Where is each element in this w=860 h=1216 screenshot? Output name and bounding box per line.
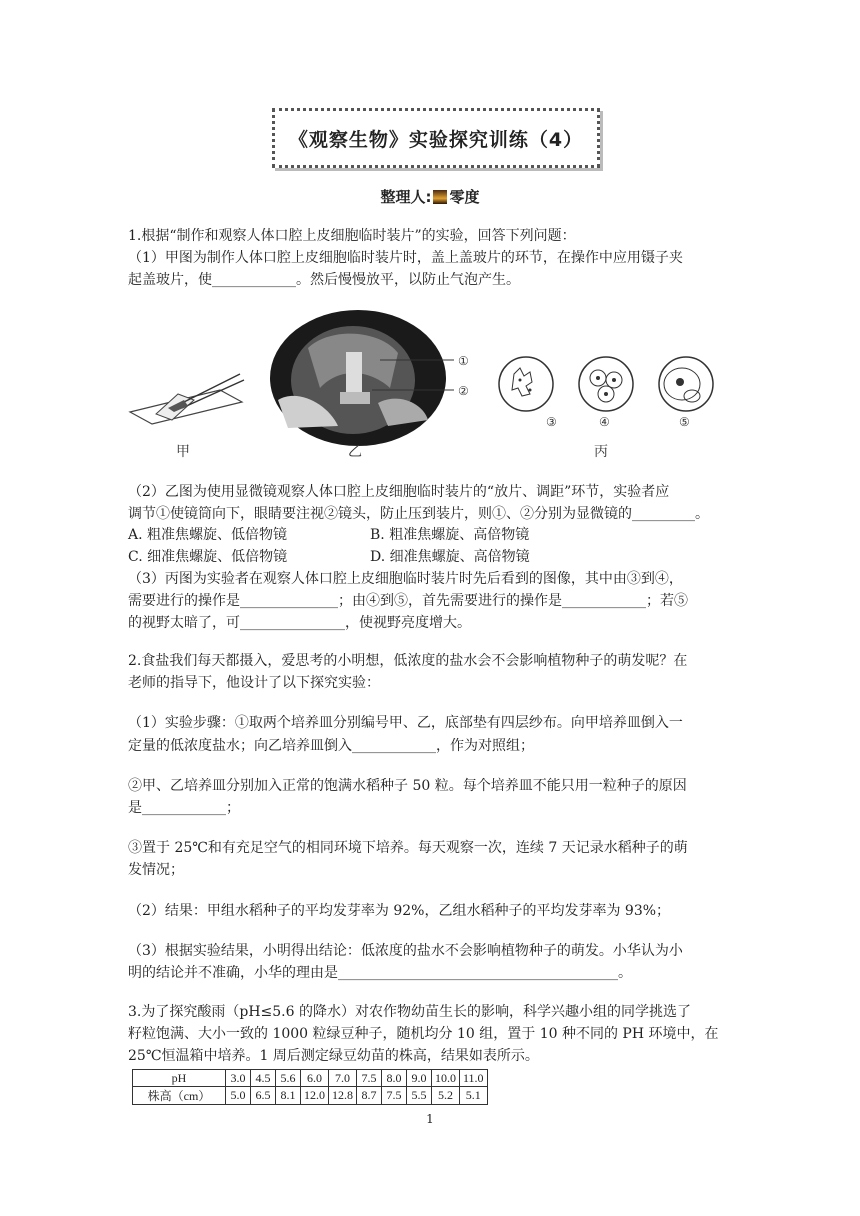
author-name: 零度	[449, 188, 480, 206]
table-cell: 7.5	[382, 1087, 407, 1105]
table-cell: 3.0	[226, 1070, 251, 1087]
q3-line-3: 25℃恒温箱中培养。1 周后测定绿豆幼苗的株高，结果如表所示。	[128, 1048, 539, 1064]
view-circle-5	[659, 357, 713, 411]
table-cell: 7.0	[329, 1070, 357, 1087]
q1-line-1: 1.根据“制作和观察人体口腔上皮细胞临时装片”的实验，回答下列问题：	[128, 228, 576, 244]
label-4: ④	[599, 415, 610, 429]
figure-svg	[128, 308, 720, 468]
page-number: 1	[426, 1112, 434, 1126]
q1-line-2: （1）甲图为制作人体口腔上皮细胞临时装片时，盖上盖玻片的环节，在操作中应用镊子夹	[128, 250, 683, 266]
table-cell: 5.5	[407, 1087, 432, 1105]
table-cell: 8.1	[276, 1087, 301, 1105]
q1-line-6: （3）丙图为实验者在观察人体口腔上皮细胞临时装片时先后看到的图像，其中由③到④，	[128, 571, 683, 587]
label-yi: 乙	[348, 444, 362, 460]
q2-line-11: 明的结论并不准确，小华的理由是________________________________________。	[128, 965, 632, 981]
q1-line-8: 的视野太暗了，可_______________，使视野亮度增大。	[128, 615, 471, 631]
q2-line-9: （2）结果：甲组水稻种子的平均发芽率为 92%，乙组水稻种子的平均发芽率为 93%；	[128, 903, 671, 919]
table-cell: pH	[133, 1070, 226, 1087]
table-cell: 12.0	[301, 1087, 329, 1105]
table-cell: 7.5	[357, 1070, 382, 1087]
label-jia: 甲	[176, 444, 190, 460]
table-cell: 11.0	[460, 1070, 488, 1087]
q2-line-6: 是____________；	[128, 800, 240, 816]
q2-line-7: ③置于 25℃和有充足空气的相同环境下培养。每天观察一次，连续 7 天记录水稻种子的萌	[128, 840, 688, 856]
table-cell: 5.2	[432, 1087, 460, 1105]
author-line	[0, 186, 860, 207]
table-row-ph	[133, 1070, 488, 1087]
option-b: B. 粗准焦螺旋、高倍物镜	[370, 527, 530, 543]
table-cell: 5.6	[276, 1070, 301, 1087]
label-5: ⑤	[679, 415, 690, 429]
ph-table	[132, 1069, 488, 1105]
table-cell: 8.7	[357, 1087, 382, 1105]
q2-line-2: 老师的指导下，他设计了以下探究实验：	[128, 675, 380, 691]
q1-line-4: （2）乙图为使用显微镜观察人体口腔上皮细胞临时装片的“放片、调距”环节，实验者应	[128, 484, 670, 500]
label-2: ②	[458, 384, 469, 398]
q3-line-1: 3.为了探究酸雨（pH≤5.6 的降水）对农作物幼苗生长的影响，科学兴趣小组的同学挑选了	[128, 1004, 691, 1020]
view-circle-4	[579, 357, 633, 411]
table-cell: 5.1	[460, 1087, 488, 1105]
q3-line-2: 籽粒饱满、大小一致的 1000 粒绿豆种子，随机均分 10 组，置于 10 种不同的 PH 环境中，在	[128, 1026, 719, 1042]
table-cell: 12.8	[329, 1087, 357, 1105]
label-1: ①	[458, 354, 469, 368]
page-title: 《观察生物》实验探究训练（4）	[288, 128, 584, 151]
q2-line-10: （3）根据实验结果，小明得出结论：低浓度的盐水不会影响植物种子的萌发。小华认为小	[128, 943, 683, 959]
q2-line-1: 2.食盐我们每天都摄入，爱思考的小明想，低浓度的盐水会不会影响植物种子的萌发呢？在	[128, 653, 688, 669]
q2-line-5: ②甲、乙培养皿分别加入正常的饱满水稻种子 50 粒。每个培养皿不能只用一粒种子的原因	[128, 778, 687, 794]
label-bing: 丙	[594, 444, 608, 460]
option-d: D. 细准焦螺旋、高倍物镜	[370, 549, 530, 565]
q2-line-4: 定量的低浓度盐水；向乙培养皿倒入____________，作为对照组；	[128, 738, 534, 754]
label-3: ③	[546, 415, 557, 429]
table-cell: 10.0	[432, 1070, 460, 1087]
table-cell: 株高（cm）	[133, 1087, 226, 1105]
q1-line-3: 起盖玻片，使____________。然后慢慢放平，以防止气泡产生。	[128, 272, 520, 288]
q2-line-8: 发情况；	[128, 862, 184, 878]
table-cell: 9.0	[407, 1070, 432, 1087]
q1-line-7: 需要进行的操作是______________；由④到⑤，首先需要进行的操作是____________；若⑤	[128, 593, 688, 609]
experiment-figure	[128, 308, 720, 468]
microscope-photo	[270, 310, 454, 446]
q2-line-3: （1）实验步骤：①取两个培养皿分别编号甲、乙，底部垫有四层纱布。向甲培养皿倒入一	[128, 715, 683, 731]
view-circle-3	[499, 357, 553, 411]
table-cell: 5.0	[226, 1087, 251, 1105]
sunset-icon	[433, 190, 447, 204]
table-cell: 6.0	[301, 1070, 329, 1087]
q1-line-5: 调节①使镜筒向下，眼睛要注视②镜头，防止压到装片，则①、②分别为显微镜的_________。	[128, 506, 709, 522]
option-c: C. 细准焦螺旋、低倍物镜	[128, 549, 288, 565]
table-cell: 4.5	[251, 1070, 276, 1087]
table-cell: 8.0	[382, 1070, 407, 1087]
slide-tweezers-drawing	[130, 374, 244, 424]
title-box	[272, 108, 600, 168]
author-label: 整理人:	[380, 188, 432, 206]
table-cell: 6.5	[251, 1087, 276, 1105]
table-row-height	[133, 1087, 488, 1105]
option-a: A. 粗准焦螺旋、低倍物镜	[128, 527, 288, 543]
